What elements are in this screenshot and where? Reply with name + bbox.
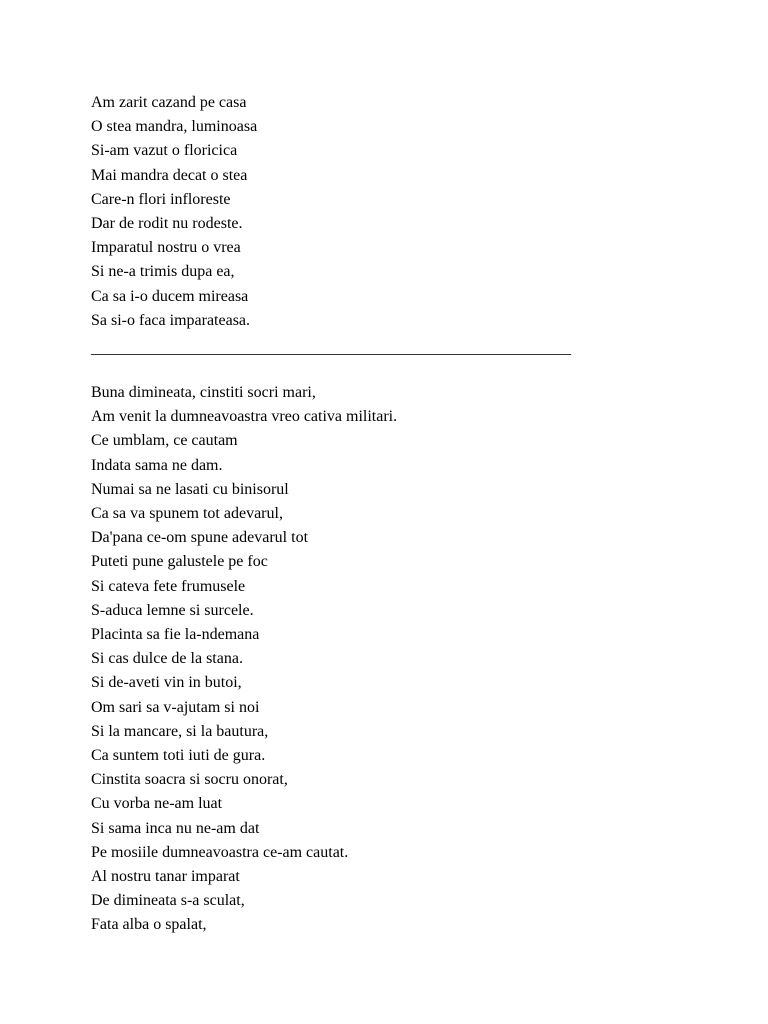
text-line: Sa si-o faca imparateasa. <box>91 311 251 329</box>
text-line: Ca sa i-o ducem mireasa <box>91 287 249 305</box>
text-line: Si la mancare, si la bautura, <box>91 722 269 740</box>
text-line: Ce umblam, ce cautam <box>91 432 238 450</box>
text-line: Al nostru tanar imparat <box>91 868 240 886</box>
text-line: Si de-aveti vin in butoi, <box>91 674 242 692</box>
text-line: Si cateva fete frumusele <box>91 577 246 595</box>
text-line: Imparatul nostru o vrea <box>91 239 241 257</box>
stanza-1 <box>91 91 257 333</box>
text-line: Dar de rodit nu rodeste. <box>91 215 243 233</box>
text-line: Mai mandra decat o stea <box>91 166 248 184</box>
text-line: Si cas dulce de la stana. <box>91 650 243 668</box>
text-line: Puteti pune galustele pe foc <box>91 553 268 571</box>
text-line: Ca sa va spunem tot adevarul, <box>91 505 283 523</box>
text-line: Am venit la dumneavoastra vreo cativa militari. <box>91 408 398 426</box>
text-line: Pe mosiile dumneavoastra ce-am cautat. <box>91 843 349 861</box>
text-line: Numai sa ne lasati cu binisorul <box>91 480 289 498</box>
text-line: Cu vorba ne-am luat <box>91 795 223 813</box>
text-line: Placinta sa fie la-ndemana <box>91 626 260 644</box>
text-line: Buna dimineata, cinstiti socri mari, <box>91 384 316 401</box>
text-line: Indata sama ne dam. <box>91 456 223 474</box>
text-line: De dimineata s-a sculat, <box>91 892 245 910</box>
stanza-2 <box>91 381 397 938</box>
separator-line: ____________________________________________________________ <box>91 340 571 357</box>
text-line: Am zarit cazand pe casa <box>91 94 247 111</box>
text-line: Si ne-a trimis dupa ea, <box>91 263 235 281</box>
text-line: Si sama inca nu ne-am dat <box>91 819 260 837</box>
text-line: Cinstita soacra si socru onorat, <box>91 771 288 789</box>
text-line: Care-n flori infloreste <box>91 190 231 208</box>
text-line: S-aduca lemne si surcele. <box>91 601 254 619</box>
text-line: Fata alba o spalat, <box>91 916 207 934</box>
text-line: Om sari sa v-ajutam si noi <box>91 698 260 716</box>
text-line: Si-am vazut o floricica <box>91 142 238 160</box>
text-line: Ca suntem toti iuti de gura. <box>91 747 266 765</box>
text-line: Da'pana ce-om spune adevarul tot <box>91 529 309 547</box>
text-line: O stea mandra, luminoasa <box>91 118 258 136</box>
